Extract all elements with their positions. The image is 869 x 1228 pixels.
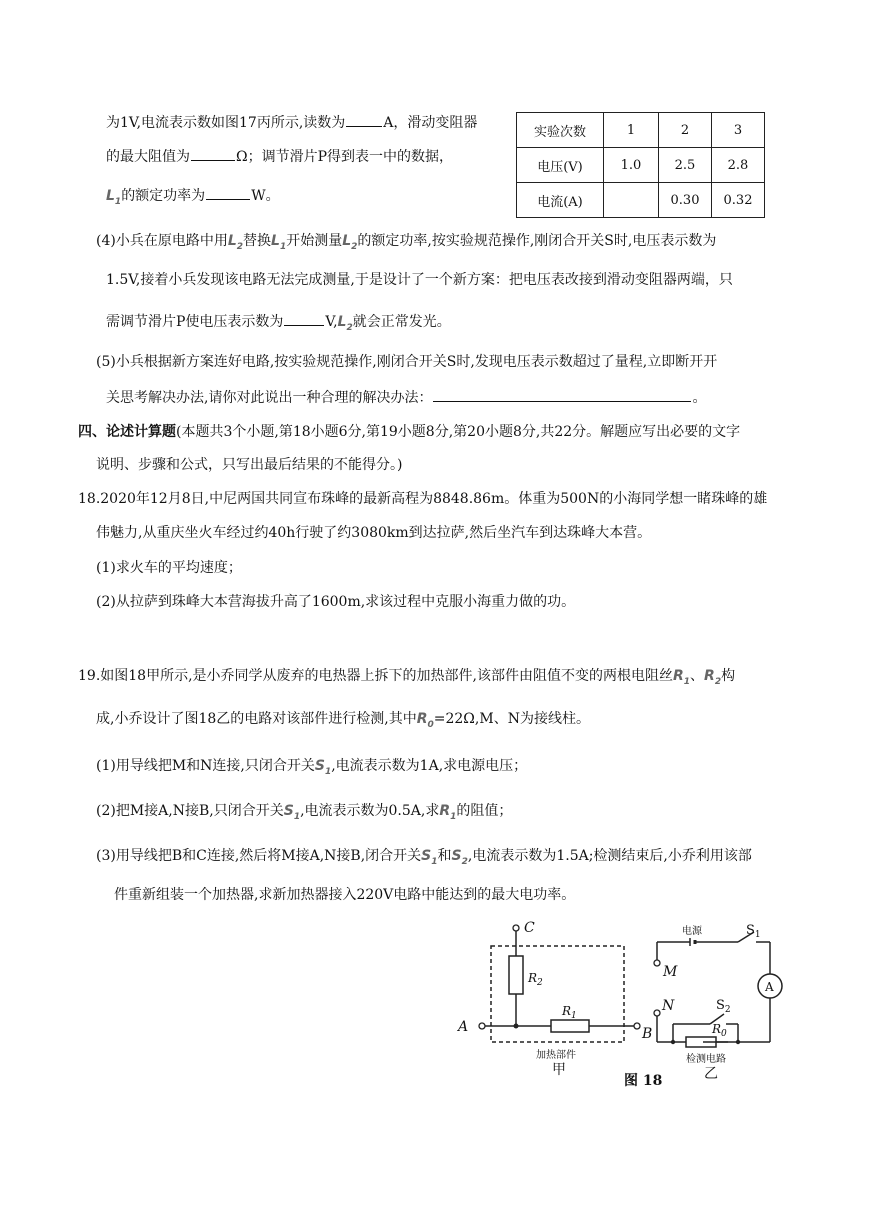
- table-header-row: [517, 113, 765, 148]
- table-cell: 2.5: [659, 148, 712, 183]
- q19-line1: 19.如图18甲所示,是小乔同学从废弃的电热器上拆下的加热部件,该部件由阻值不变的两根电阻丝$R_1$、$R_2$构: [78, 668, 736, 687]
- table-row: [517, 148, 765, 183]
- junction-dot: [514, 1024, 519, 1029]
- symbol-l1: $L_1$: [271, 233, 287, 252]
- label-b: B: [642, 1026, 653, 1042]
- caption-jia: 甲: [552, 1062, 566, 1078]
- terminal-n: [654, 1010, 660, 1016]
- symbol-s1: $S_1$: [314, 758, 332, 777]
- q18-sub1: (1)求火车的平均速度；: [96, 560, 242, 576]
- experiment-table: [516, 112, 765, 218]
- junction-dot: [736, 1040, 740, 1044]
- q19-sub3-line2: 件重新组装一个加热器,求新加热器接入220V电路中能达到的最大电功率。: [114, 887, 576, 903]
- caption-yi: 乙: [704, 1066, 718, 1082]
- label-a: A: [458, 1019, 469, 1035]
- circuit-figure: [448, 918, 800, 1090]
- symbol-l2: $L_2$: [227, 233, 244, 252]
- table-cell: [604, 183, 659, 218]
- label-s2: $S_2$: [716, 998, 731, 1015]
- answer-blank[interactable]: [191, 146, 235, 161]
- label-n: N: [662, 998, 675, 1014]
- table-cell: 3: [712, 113, 765, 148]
- label-m: M: [663, 964, 678, 980]
- table-cell: 实验次数: [517, 113, 604, 148]
- q19-sub1: (1)用导线把M和N连接,只闭合开关$S_1$,电流表示数为1A,求电源电压；: [96, 758, 528, 777]
- q17-5-line1: (5)小兵根据新方案连好电路,按实验规范操作,刚闭合开关S时,发现电压表示数超过了量程,立即断开开: [96, 354, 718, 370]
- answer-blank[interactable]: [284, 311, 324, 326]
- table-cell: 0.32: [712, 183, 765, 218]
- label-ammeter: A: [765, 980, 774, 994]
- label-c: C: [524, 920, 535, 936]
- answer-blank[interactable]: [346, 112, 382, 127]
- table-cell: 电压(V): [517, 148, 604, 183]
- terminal-a: [479, 1023, 485, 1029]
- symbol-r1: $R_1$: [672, 668, 691, 687]
- table-row: [517, 183, 765, 218]
- answer-blank[interactable]: [206, 185, 250, 200]
- table-cell: 1: [604, 113, 659, 148]
- caption-heater: 加热部件: [536, 1050, 576, 1061]
- table-cell: 0.30: [659, 183, 712, 218]
- label-r0: $R_0$: [712, 1022, 727, 1039]
- q17-4-line2: 1.5V,接着小兵发现该电路无法完成测量,于是设计了一个新方案：把电压表改接到滑动变阻器两端，只: [106, 272, 733, 288]
- table-cell: 1.0: [604, 148, 659, 183]
- symbol-s2: $S_2$: [451, 848, 468, 867]
- terminal-b: [634, 1023, 640, 1029]
- q18-sub2: (2)从拉萨到珠峰大本营海拔升高了1600m,求该过程中克服小海重力做的功。: [96, 594, 576, 610]
- label-power: 电源: [682, 926, 702, 937]
- symbol-s1: $S_1$: [283, 803, 301, 822]
- symbol-r1: $R_1$: [439, 803, 457, 822]
- q17-line1: 为1V,电流表示数如图17丙所示,读数为 A，滑动变阻器: [106, 112, 477, 133]
- q19-line2: 成,小乔设计了图18乙的电路对该部件进行检测,其中$R_0=22\Omega,M$、N为接线柱。: [96, 711, 590, 730]
- q17-line2: 的最大阻值为 Ω；调节滑片P得到表一中的数据，: [106, 146, 453, 167]
- junction-dot: [671, 1040, 675, 1044]
- label-s1: $S_1$: [746, 923, 761, 940]
- q18-line1: 18.2020年12月8日,中尼两国共同宣布珠峰的最新高程为8848.86m。体重为500N的小海同学想一睹珠峰的雄: [78, 491, 768, 507]
- section-desc-line2: 说明、步骤和公式，只写出最后结果的不能得分。): [96, 457, 403, 473]
- symbol-s1: $S_1$: [421, 848, 438, 867]
- terminal-c: [513, 925, 519, 931]
- q17-line3: $L_1$的额定功率为 W。: [106, 185, 280, 212]
- q17-4-line3: 需调节滑片P使电压表示数为 $V,L_2$就会正常发光。: [106, 311, 451, 338]
- table-cell: 2: [659, 113, 712, 148]
- q18-line2: 伟魅力,从重庆坐火车经过约40h行驶了约3080km到达拉萨,然后坐汽车到达珠峰大本营。: [96, 525, 652, 541]
- symbol-l2: $L_2$: [342, 233, 358, 252]
- caption-detect: 检测电路: [686, 1054, 726, 1065]
- resistor-r2: [509, 956, 523, 994]
- resistor-r1: [551, 1020, 589, 1032]
- label-r1: $R_1$: [562, 1004, 577, 1021]
- symbol-r0: $R_0$: [416, 711, 434, 730]
- symbol-l2: $L_2$: [337, 314, 353, 333]
- section-heading: 四、论述计算题(本题共3个小题,第18小题6分,第19小题8分,第20小题8分,共22分。解题应写出必要的文字: [78, 424, 741, 440]
- symbol-r2: $R_2$: [704, 668, 722, 687]
- q17-5-line2: 关思考解决办法,请你对此说出一种合理的解决办法： 。: [106, 387, 706, 408]
- table-cell: 电流(A): [517, 183, 604, 218]
- answer-blank[interactable]: [433, 387, 691, 402]
- figure-title: 图 18: [624, 1073, 663, 1089]
- q17-4-line1: (4)小兵在原电路中用$L_2$替换$L_1$开始测量$L_2$的额定功率,按实验规范操作,刚闭合开关S时,电压表示数为: [96, 233, 717, 252]
- symbol-l1: $L_1$: [106, 188, 122, 207]
- q19-sub2: (2)把M接A,N接B,只闭合开关$S_1$,电流表示数为0.5A,求$R_1$的阻值；: [96, 803, 513, 822]
- table-cell: 2.8: [712, 148, 765, 183]
- q19-sub3: (3)用导线把B和C连接,然后将M接A,N接B,闭合开关$S_1$和$S_2$,电流表示数为1.5A;检测结束后,小乔利用该部: [96, 848, 752, 867]
- label-r2: $R_2$: [528, 971, 543, 988]
- terminal-m: [654, 960, 660, 966]
